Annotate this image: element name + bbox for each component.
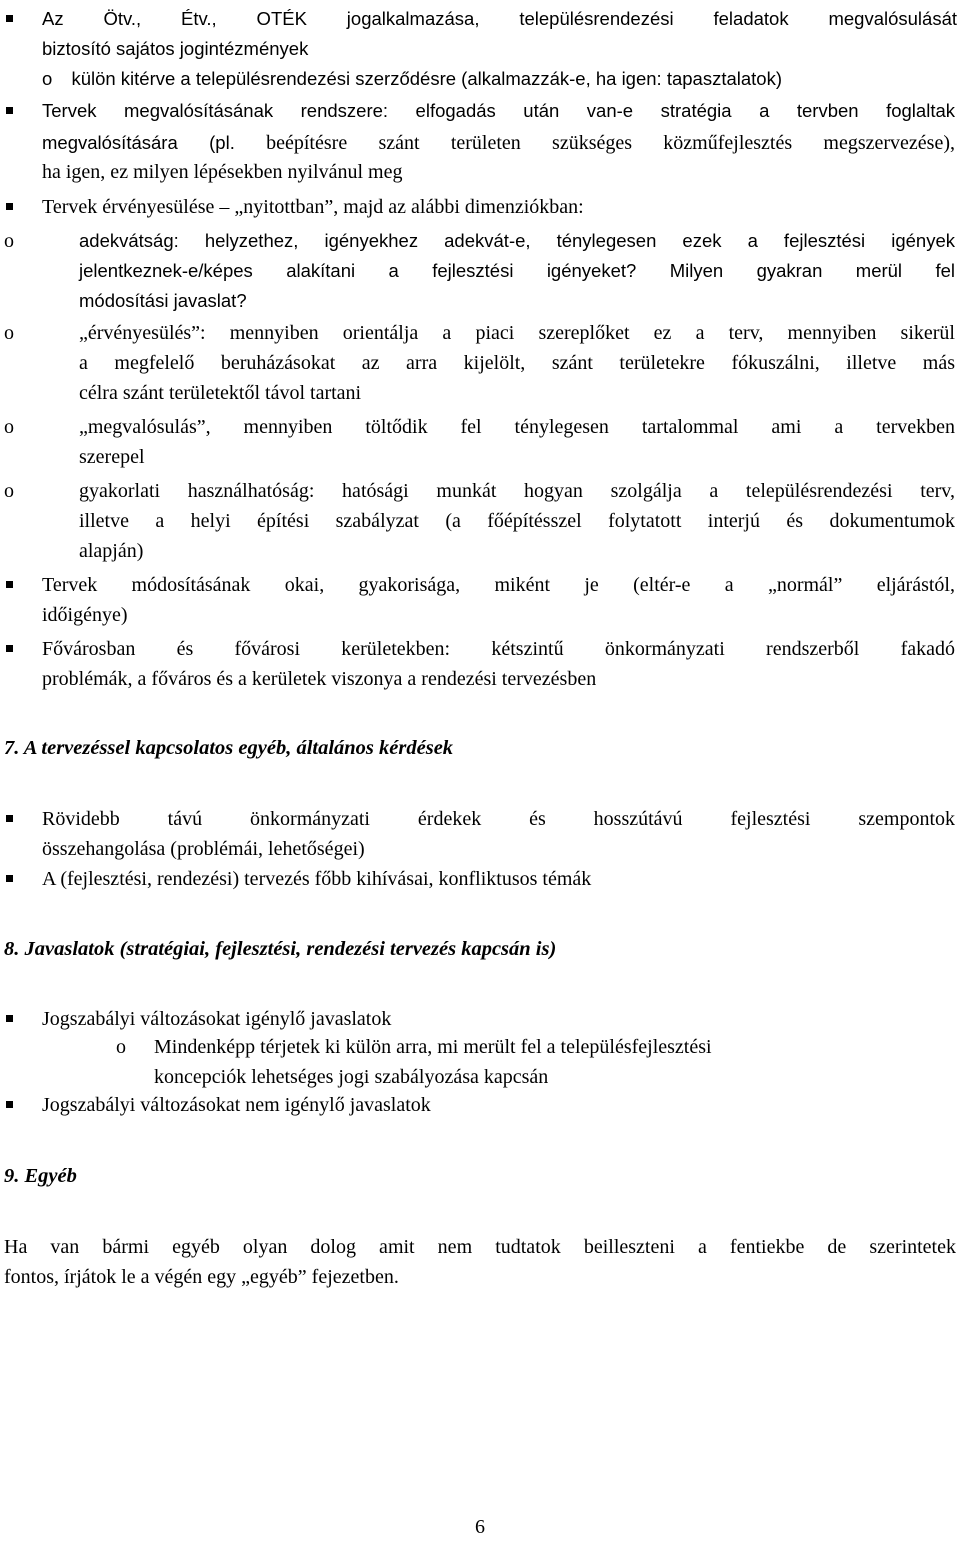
section-heading: 7. A tervezéssel kapcsolatos egyéb, általános kérdések — [4, 737, 454, 759]
list-item-line: időigénye) — [42, 604, 128, 626]
sub-bullet-marker: o — [4, 322, 14, 344]
section-heading: 8. Javaslatok (stratégiai, fejlesztési, rendezési tervezés kapcsán is) — [4, 938, 557, 960]
list-subitem-line: „megvalósulás”, mennyiben töltődik fel ténylegesen tartalommal ami a tervekben — [79, 416, 955, 438]
square-bullet-icon — [6, 815, 13, 822]
list-item-line: Az Ötv., Étv., OTÉK jogalkalmazása, településrendezési feladatok megvalósulását — [42, 8, 957, 29]
list-item-line: problémák, a főváros és a kerületek viszonya a rendezési tervezésben — [42, 668, 597, 690]
list-item-text: Jogszabályi változásokat nem igénylő javaslatok — [42, 1094, 431, 1116]
sub-bullet-marker: o — [4, 480, 14, 502]
list-subitem — [42, 64, 957, 94]
list-subitem-line: illetve a helyi építési szabályzat (a főépítésszel folytatott interjú és dokumentumok — [79, 510, 955, 532]
list-item-line: összehangolása (problémái, lehetőségei) — [42, 838, 365, 860]
sub-bullet-marker: o — [116, 1036, 126, 1058]
list-subitem-line: „érvényesülés”: mennyiben orientálja a piaci szereplőket ez a terv, mennyiben sikerül — [79, 322, 955, 344]
square-bullet-icon — [6, 581, 13, 588]
list-item-line: biztosító sajátos jogintézmények — [42, 38, 309, 59]
list-item-line: Fővárosban és fővárosi kerületekben: kétszintű önkormányzati rendszerből fakadó — [42, 638, 955, 660]
sub-bullet-marker: o — [42, 68, 53, 89]
list-item-text: megvalósítására (pl. — [42, 132, 235, 153]
list-item-text: Jogszabályi változásokat igénylő javaslatok — [42, 1008, 392, 1030]
list-item-line: Tervek módosításának okai, gyakorisága, miként je (eltér-e a „normál” eljárástól, — [42, 574, 955, 596]
list-subitem-line: koncepciók lehetséges jogi szabályozása kapcsán — [154, 1066, 549, 1088]
list-subitem-line: jelentkeznek-e/képes alakítani a fejlesztési igényeket? Milyen gyakran merül fel — [79, 260, 955, 281]
square-bullet-icon — [6, 1015, 13, 1022]
list-item-line — [42, 128, 955, 158]
list-item-text: beépítésre szánt területen szükséges közműfejlesztés megszervezése), — [266, 132, 955, 154]
list-subitem-line: gyakorlati használhatóság: hatósági munkát hogyan szolgálja a településrendezési terv, — [79, 480, 955, 502]
list-subitem-line: szerepel — [79, 446, 145, 468]
list-subitem-text: külön kitérve a településrendezési szerződésre (alkalmazzák-e, ha igen: tapasztalatok) — [71, 68, 782, 89]
square-bullet-icon — [6, 203, 13, 210]
paragraph-line: Ha van bármi egyéb olyan dolog amit nem tudtatok beilleszteni a fentiekbe de szerintetek — [4, 1236, 956, 1258]
paragraph-line: fontos, írjátok le a végén egy „egyéb” fejezetben. — [4, 1266, 399, 1288]
list-subitem-line: alapján) — [79, 540, 144, 562]
list-subitem-line: módosítási javaslat? — [79, 290, 247, 311]
section-heading: 9. Egyéb — [4, 1165, 77, 1187]
square-bullet-icon — [6, 15, 13, 22]
list-subitem-line: célra szánt területektől távol tartani — [79, 382, 362, 404]
list-item-line: Tervek megvalósításának rendszere: elfogadás után van-e stratégia a tervben foglaltak — [42, 100, 955, 121]
square-bullet-icon — [6, 107, 13, 114]
page-number: 6 — [475, 1516, 485, 1538]
square-bullet-icon — [6, 875, 13, 882]
list-subitem-line: adekvátság: helyzethez, igényekhez adekvát-e, ténylegesen ezek a fejlesztési igények — [79, 230, 955, 251]
list-item-line: Rövidebb távú önkormányzati érdekek és hosszútávú fejlesztési szempontok — [42, 808, 955, 830]
list-subitem-line: a megfelelő beruházásokat az arra kijelölt, szánt területekre fókuszálni, illetve más — [79, 352, 955, 374]
square-bullet-icon — [6, 645, 13, 652]
list-item-line: ha igen, ez milyen lépésekben nyilvánul meg — [42, 161, 403, 183]
sub-bullet-marker: o — [4, 416, 14, 438]
paragraph — [4, 1232, 956, 1292]
list-subitem-line: Mindenképp térjetek ki külön arra, mi merült fel a településfejlesztési — [154, 1036, 712, 1058]
square-bullet-icon — [6, 1101, 13, 1108]
list-item-text: A (fejlesztési, rendezési) tervezés főbb kihívásai, konfliktusos témák — [42, 868, 592, 890]
sub-bullet-marker: o — [4, 230, 14, 252]
list-item-text: Tervek érvényesülése – „nyitottban”, majd az alábbi dimenziókban: — [42, 196, 584, 218]
